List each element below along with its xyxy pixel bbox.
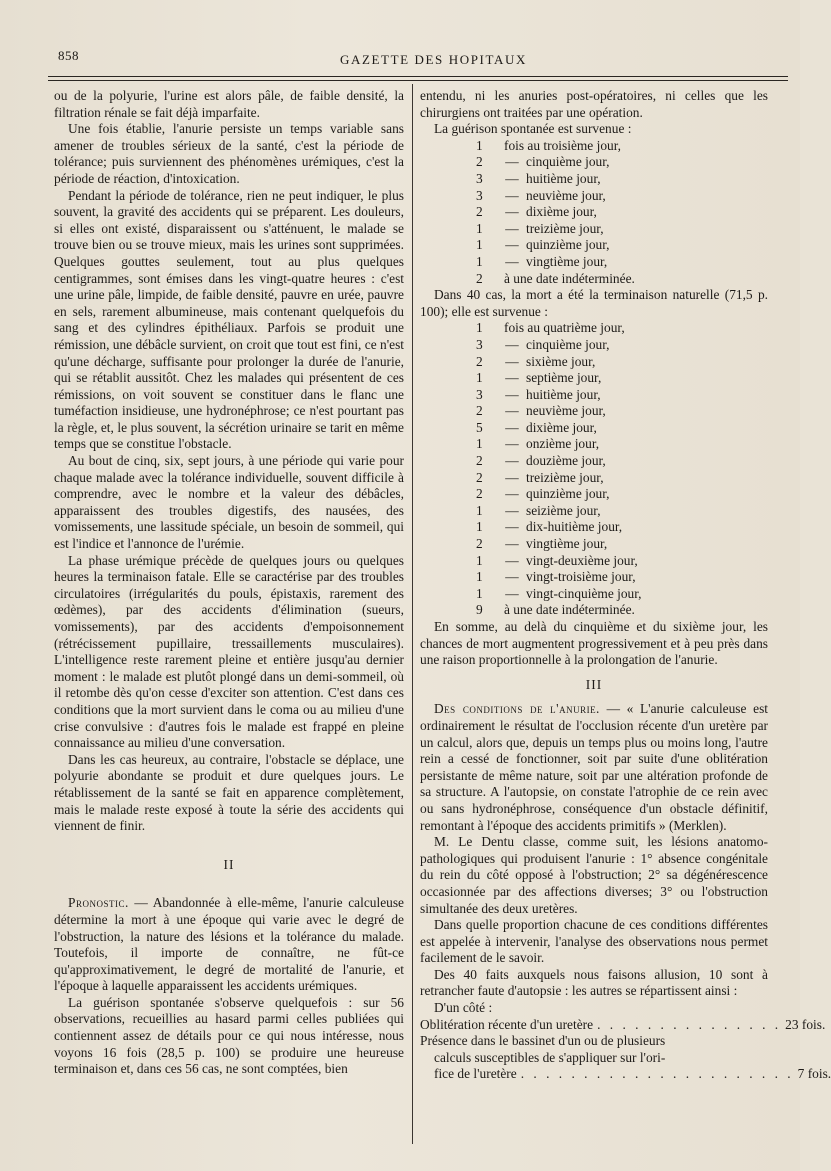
- list-count: 1: [476, 585, 483, 601]
- list-text: treizième jour,: [526, 469, 604, 485]
- list-item: [476, 519, 768, 536]
- page-number: 858: [58, 48, 79, 63]
- list-text: fois au troisième jour,: [504, 137, 621, 153]
- paragraph-conditions: [420, 701, 768, 834]
- list-item: [476, 602, 768, 619]
- list-item: [476, 254, 768, 271]
- list-item: [476, 271, 768, 288]
- paragraph: Dans 40 cas, la mort a été la terminaison naturelle (71,5 p. 100); elle est survenue :: [420, 287, 768, 319]
- list-dash: —: [505, 536, 519, 552]
- list-count: 5: [476, 419, 483, 435]
- list-text: septième jour,: [526, 370, 602, 386]
- list-text: vingtième jour,: [526, 536, 608, 552]
- paragraph-prognostic: [54, 895, 404, 995]
- list-dash: —: [505, 386, 519, 402]
- list-dash: —: [505, 237, 519, 253]
- list-text: vingt-deuxième jour,: [526, 552, 638, 568]
- list-item: [476, 221, 768, 238]
- tally-row: [420, 1066, 831, 1083]
- list-text: huitième jour,: [526, 170, 601, 186]
- running-title: GAZETTE DES HOPITAUX: [340, 52, 527, 67]
- list-count: 1: [476, 370, 483, 386]
- list-dash: —: [505, 154, 519, 170]
- list-item: [476, 486, 768, 503]
- left-column: [54, 88, 404, 1078]
- tally-label-line: Présence dans le bassinet d'un ou de plusieurs: [420, 1033, 666, 1049]
- death-days-list: [476, 320, 768, 619]
- section-heading-ii: II: [223, 856, 235, 872]
- list-count: 2: [476, 204, 483, 220]
- list-dash: —: [505, 187, 519, 203]
- list-item: [476, 436, 768, 453]
- list-text: treizième jour,: [526, 220, 604, 236]
- list-count: 2: [476, 453, 483, 469]
- paragraph: La guérison spontanée est survenue :: [434, 121, 632, 137]
- list-dash: —: [505, 453, 519, 469]
- list-dash: —: [505, 353, 519, 369]
- list-item: [476, 188, 768, 205]
- list-dash: —: [505, 469, 519, 485]
- paragraph: Au bout de cinq, six, sept jours, à une période qui varie pour chaque malade avec la tolérance individuelle, souvent difficile à comprendre, avec le nombre et la valeur des débâcles, apparaissent des troubles digestifs, des nausées, des vomissements, une lassitude spéciale, un besoin de sommeil, qui est l'indice et l'annonce de l'urémie.: [54, 453, 404, 552]
- list-count: 1: [476, 237, 483, 253]
- list-dash: —: [505, 170, 519, 186]
- tally-value: 7 fois.: [797, 1066, 831, 1082]
- list-count: 9: [476, 602, 483, 618]
- list-dash: —: [505, 436, 519, 452]
- list-dash: —: [505, 403, 519, 419]
- list-count: 1: [476, 253, 483, 269]
- list-text: douzième jour,: [526, 453, 606, 469]
- list-item: [476, 370, 768, 387]
- list-item: [476, 337, 768, 354]
- list-item: [476, 536, 768, 553]
- paragraph: En somme, au delà du cinquième et du sixième jour, les chances de mort augmentent progressivement et à peu près dans une raison proportionnelle à la prolongation de l'anurie.: [420, 619, 768, 668]
- paragraph: Des 40 faits auxquels nous faisons allusion, 10 sont à retrancher faute d'autopsie : les autres se répartissent ainsi :: [420, 966, 768, 999]
- list-text: cinquième jour,: [526, 336, 610, 352]
- list-item: [476, 553, 768, 570]
- list-count: 2: [476, 469, 483, 485]
- list-text: vingtième jour,: [526, 253, 608, 269]
- list-count: 3: [476, 187, 483, 203]
- paragraph: Une fois établie, l'anurie persiste un temps variable sans amener de troubles sérieux de la santé, c'est la période de tolérance; puis surviennent des phénomènes urémiques, c'est la période de réaction, d'intoxication.: [54, 121, 404, 186]
- paragraph: ou de la polyurie, l'urine est alors pâle, de faible densité, la filtration rénale se fait déjà imparfaite.: [54, 88, 404, 120]
- list-count: 1: [476, 519, 483, 535]
- list-count: 1: [476, 436, 483, 452]
- list-text: dix-huitième jour,: [526, 519, 623, 535]
- list-count: 1: [476, 569, 483, 585]
- list-item: [476, 503, 768, 520]
- list-text: à une date indéterminée.: [504, 602, 635, 618]
- leader-dots: . . . . . . . . . . . . . . .: [597, 1016, 782, 1032]
- header-rule-thin: [48, 80, 788, 81]
- paragraph: Dans quelle proportion chacune de ces conditions différentes est appelée à intervenir, l'analyse des observations nous permet facilement de le savoir.: [420, 917, 768, 966]
- list-text: sixième jour,: [526, 353, 596, 369]
- list-dash: —: [505, 585, 519, 601]
- list-text: onzième jour,: [526, 436, 600, 452]
- list-count: 1: [476, 220, 483, 236]
- list-dash: —: [505, 486, 519, 502]
- list-item: [476, 171, 768, 188]
- page-header: [50, 44, 780, 74]
- list-count: 1: [476, 502, 483, 518]
- list-count: 2: [476, 270, 483, 286]
- paragraph: M. Le Dentu classe, comme suit, les lésions anatomo-pathologiques qui produisent l'anurie : 1° absence congénitale du rein du côté opposé à l'obstruction; 2° sa dégénérescence occasionnée par des affections diverses; 3° ou l'obstruction simultanée des deux uretères.: [420, 834, 768, 916]
- list-dash: —: [505, 204, 519, 220]
- list-text: quinzième jour,: [526, 486, 610, 502]
- list-count: 1: [476, 137, 483, 153]
- list-dash: —: [505, 370, 519, 386]
- tally-value: 23 fois.: [785, 1016, 826, 1032]
- paragraph: Dans les cas heureux, au contraire, l'obstacle se déplace, une polyurie abondante se produit et dure quelques jours. Le rétablissement de la santé se fait en apparence complètement, mais le malade reste exposé à toute la série des accidents qui viennent de finir.: [54, 751, 404, 834]
- list-dash: —: [505, 336, 519, 352]
- list-text: vingt-cinquième jour,: [526, 585, 642, 601]
- list-item: [476, 237, 768, 254]
- list-item: [476, 569, 768, 586]
- list-text: vingt-troisième jour,: [526, 569, 636, 585]
- list-count: 3: [476, 336, 483, 352]
- list-item: [476, 354, 768, 371]
- conditions-heading: Des conditions de l'anurie.: [434, 701, 600, 717]
- list-count: 2: [476, 353, 483, 369]
- list-item: [476, 470, 768, 487]
- list-count: 2: [476, 154, 483, 170]
- tally-label-line: calculs susceptibles de s'appliquer sur l'ori-: [434, 1049, 666, 1065]
- list-item: [476, 387, 768, 404]
- list-text: quinzième jour,: [526, 237, 610, 253]
- conditions-text: — « L'anurie calculeuse est ordinairement le résultat de l'occlusion récente d'un uretère par un calcul, alors que, depuis un temps plus ou moins long, l'autre rein a cessé de fonctionner, soit par suite d'une oblitération persistante de même nature, soit par une altération profonde de sa structure. A l'autopsie, on constate l'atrophie de ce rein avec ou sans hydronéphrose, conséquence d'un obstacle définitif, remontant à l'époque des accidents primitifs » (Merklen).: [420, 701, 769, 833]
- paragraph: D'un côté :: [434, 1000, 493, 1016]
- list-item: [476, 420, 768, 437]
- list-text: huitième jour,: [526, 386, 601, 402]
- list-text: cinquième jour,: [526, 154, 610, 170]
- tally-label: fice de l'uretère: [434, 1066, 517, 1082]
- column-separator: [412, 84, 413, 1144]
- list-item: [476, 138, 768, 155]
- prognostic-heading: Pronostic.: [68, 895, 129, 911]
- paragraph: entendu, ni les anuries post-opératoires, ni celles que les chirurgiens ont traitées par une opération.: [420, 88, 768, 120]
- list-item: [476, 204, 768, 221]
- section-heading-iii: III: [585, 676, 603, 692]
- list-dash: —: [505, 552, 519, 568]
- list-count: 3: [476, 386, 483, 402]
- list-dash: —: [505, 220, 519, 236]
- prognostic-text: — Abandonnée à elle-même, l'anurie calculeuse détermine la mort à une époque qui varie avec le degré de l'obstruction, la nature des lésions et la tolérance du malade. Toutefois, il importe de connaître, ne fût-ce qu'approximativement, le degré de mortalité de l'anurie, et l'époque à laquelle apparaissent les accidents urémiques.: [54, 895, 404, 994]
- header-rule: [48, 76, 788, 77]
- list-text: seizième jour,: [526, 502, 601, 518]
- list-count: 2: [476, 403, 483, 419]
- tally-row: [420, 1016, 826, 1034]
- tally-label: Oblitération récente d'un uretère: [420, 1016, 594, 1032]
- list-text: neuvième jour,: [526, 403, 606, 419]
- list-text: à une date indéterminée.: [504, 270, 635, 286]
- list-item: [476, 403, 768, 420]
- list-count: 1: [476, 320, 483, 336]
- list-count: 2: [476, 486, 483, 502]
- list-dash: —: [505, 253, 519, 269]
- list-item: [476, 320, 768, 337]
- list-dash: —: [505, 519, 519, 535]
- list-count: 3: [476, 170, 483, 186]
- list-text: neuvième jour,: [526, 187, 606, 203]
- list-text: dixième jour,: [526, 204, 597, 220]
- cure-days-list: [476, 138, 768, 287]
- list-count: 1: [476, 552, 483, 568]
- list-item: [476, 154, 768, 171]
- right-column: [420, 88, 831, 1083]
- leader-dots: . . . . . . . . . . . . . . . . . . . . . .: [520, 1066, 794, 1082]
- paragraph: La phase urémique précède de quelques jours ou quelques heures la terminaison fatale. Elle se caractérise par des troubles circulatoires (irrégularités du pouls, épistaxis, rarement des œdèmes), par des accidents d'élimination (sueurs, vomissements), par des accidents d'empoisonnement (rétrécissement pupillaire, tressaillements musculaires). L'intelligence reste rarement pleine et entière jusqu'au dernier moment : le malade est plutôt plongé dans un demi-sommeil, où il retombe dès qu'on cesse d'exciter son attention. C'est dans ces conditions que la mort survient dans le coma ou au milieu d'une crise convulsive : d'autres fois le malade est frappé en pleine connaissance au milieu d'une conversation.: [54, 552, 404, 751]
- list-dash: —: [505, 419, 519, 435]
- list-dash: —: [505, 569, 519, 585]
- list-count: 2: [476, 536, 483, 552]
- list-text: dixième jour,: [526, 419, 597, 435]
- list-item: [476, 453, 768, 470]
- paragraph: Pendant la période de tolérance, rien ne peut indiquer, le plus souvent, la gravité des accidents qui se préparent. Les douleurs, si elles ont existé, disparaissent ou s'atténuent, le malade se trouve bien ou se trouve mieux, mais les urines sont supprimées. Quelques gouttes seulement, tout au plus quelques centigrammes, sont émises dans les vingt-quatre heures : c'est une urine pâle, limpide, de faible densité, pauvre en urée, pauvre en sels, rarement albumineuse, mais contenant quelquefois du sang et des cylindres épithéliaux. Parfois se produit une rémission, une débâcle survient, on croit que tout est fini, ce n'est qu'une décharge, suffisante pour prolonger la durée de l'anurie, qui se rétablit aussitôt. Chez les malades qui présentent de ces rémissions, on voit souvent se constituer dans le flanc une tuméfaction insidieuse, une hydronéphrose; ce n'est pourtant pas la règle, et, le plus souvent, la sécrétion urinaire se tarit en même temps que se constitue l'obstacle.: [54, 187, 404, 452]
- list-item: [476, 586, 768, 603]
- list-dash: —: [505, 502, 519, 518]
- list-text: fois au quatrième jour,: [504, 320, 625, 336]
- paragraph: La guérison spontanée s'observe quelquefois : sur 56 observations, recueillies au hasard parmi celles publiées qui contiennent assez de détails pour ce qui nous intéresse, nous voyons 16 fois (28,5 p. 100) se produire une heureuse terminaison et, dans ces 56 cas, ne sont comptées, bien: [54, 994, 404, 1077]
